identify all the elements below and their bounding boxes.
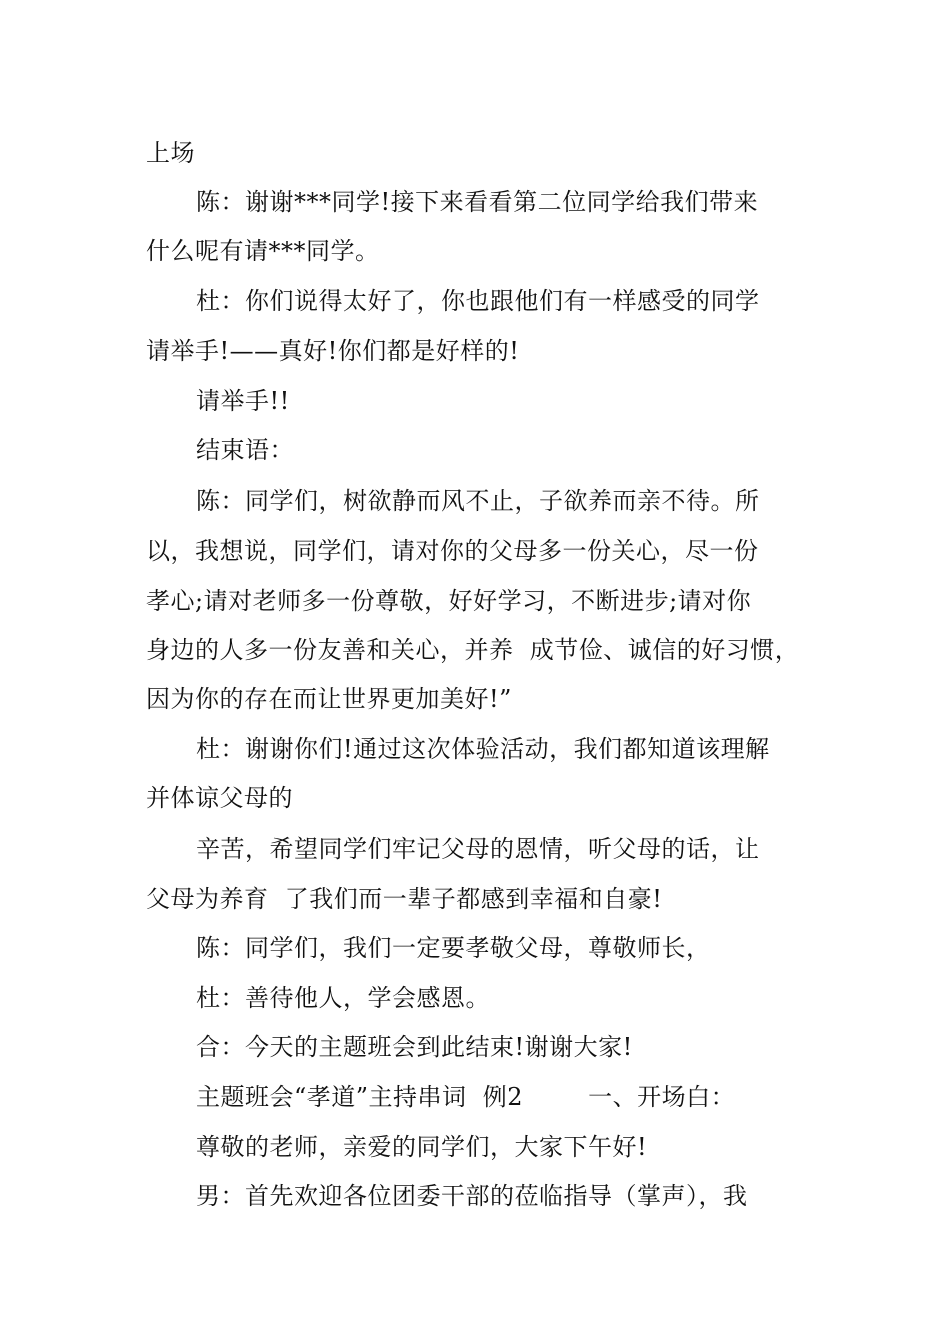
text-line: 孝心;请对老师多一份尊敬，好好学习，不断进步;请对你 xyxy=(146,587,752,615)
text-line: 父母为养育 了我们而一辈子都感到幸福和自豪! xyxy=(146,885,663,913)
text-line: 男：首先欢迎各位团委干部的莅临指导（掌声），我 xyxy=(196,1182,748,1210)
section-heading: 主题班会“孝道”主持串词 例2 一、开场白： xyxy=(196,1083,736,1111)
text-line: 杜：谢谢你们!通过这次体验活动，我们都知道该理解 xyxy=(196,735,770,763)
text-line: 陈：同学们，树欲静而风不止，子欲养而亲不待。所 xyxy=(196,487,760,515)
text-line: 辛苦，希望同学们牢记父母的恩情，听父母的话，让 xyxy=(196,835,760,863)
text-line: 身边的人多一份友善和关心，并养 成节俭、诚信的好习惯， xyxy=(146,636,800,664)
text-line: 上场 xyxy=(146,139,195,167)
text-line: 因为你的存在而让世界更加美好!” xyxy=(146,685,512,713)
text-line: 陈：同学们，我们一定要孝敬父母，尊敬师长， xyxy=(196,934,711,962)
text-line: 请举手!! xyxy=(196,387,290,415)
text-line: 尊敬的老师，亲爱的同学们，大家下午好! xyxy=(196,1133,648,1161)
section-heading: 结束语： xyxy=(196,436,294,464)
text-line: 并体谅父母的 xyxy=(146,784,293,812)
text-line: 什么呢有请***同学。 xyxy=(146,237,380,265)
text-line: 杜：善待他人，学会感恩。 xyxy=(196,984,490,1012)
text-line: 陈：谢谢***同学!接下来看看第二位同学给我们带来 xyxy=(196,188,759,216)
text-line: 杜：你们说得太好了，你也跟他们有一样感受的同学 xyxy=(196,287,760,315)
text-line: 请举手!——真好!你们都是好样的! xyxy=(146,337,520,365)
text-line: 合：今天的主题班会到此结束!谢谢大家! xyxy=(196,1033,633,1061)
text-line: 以，我想说，同学们，请对你的父母多一份关心，尽一份 xyxy=(146,537,759,565)
